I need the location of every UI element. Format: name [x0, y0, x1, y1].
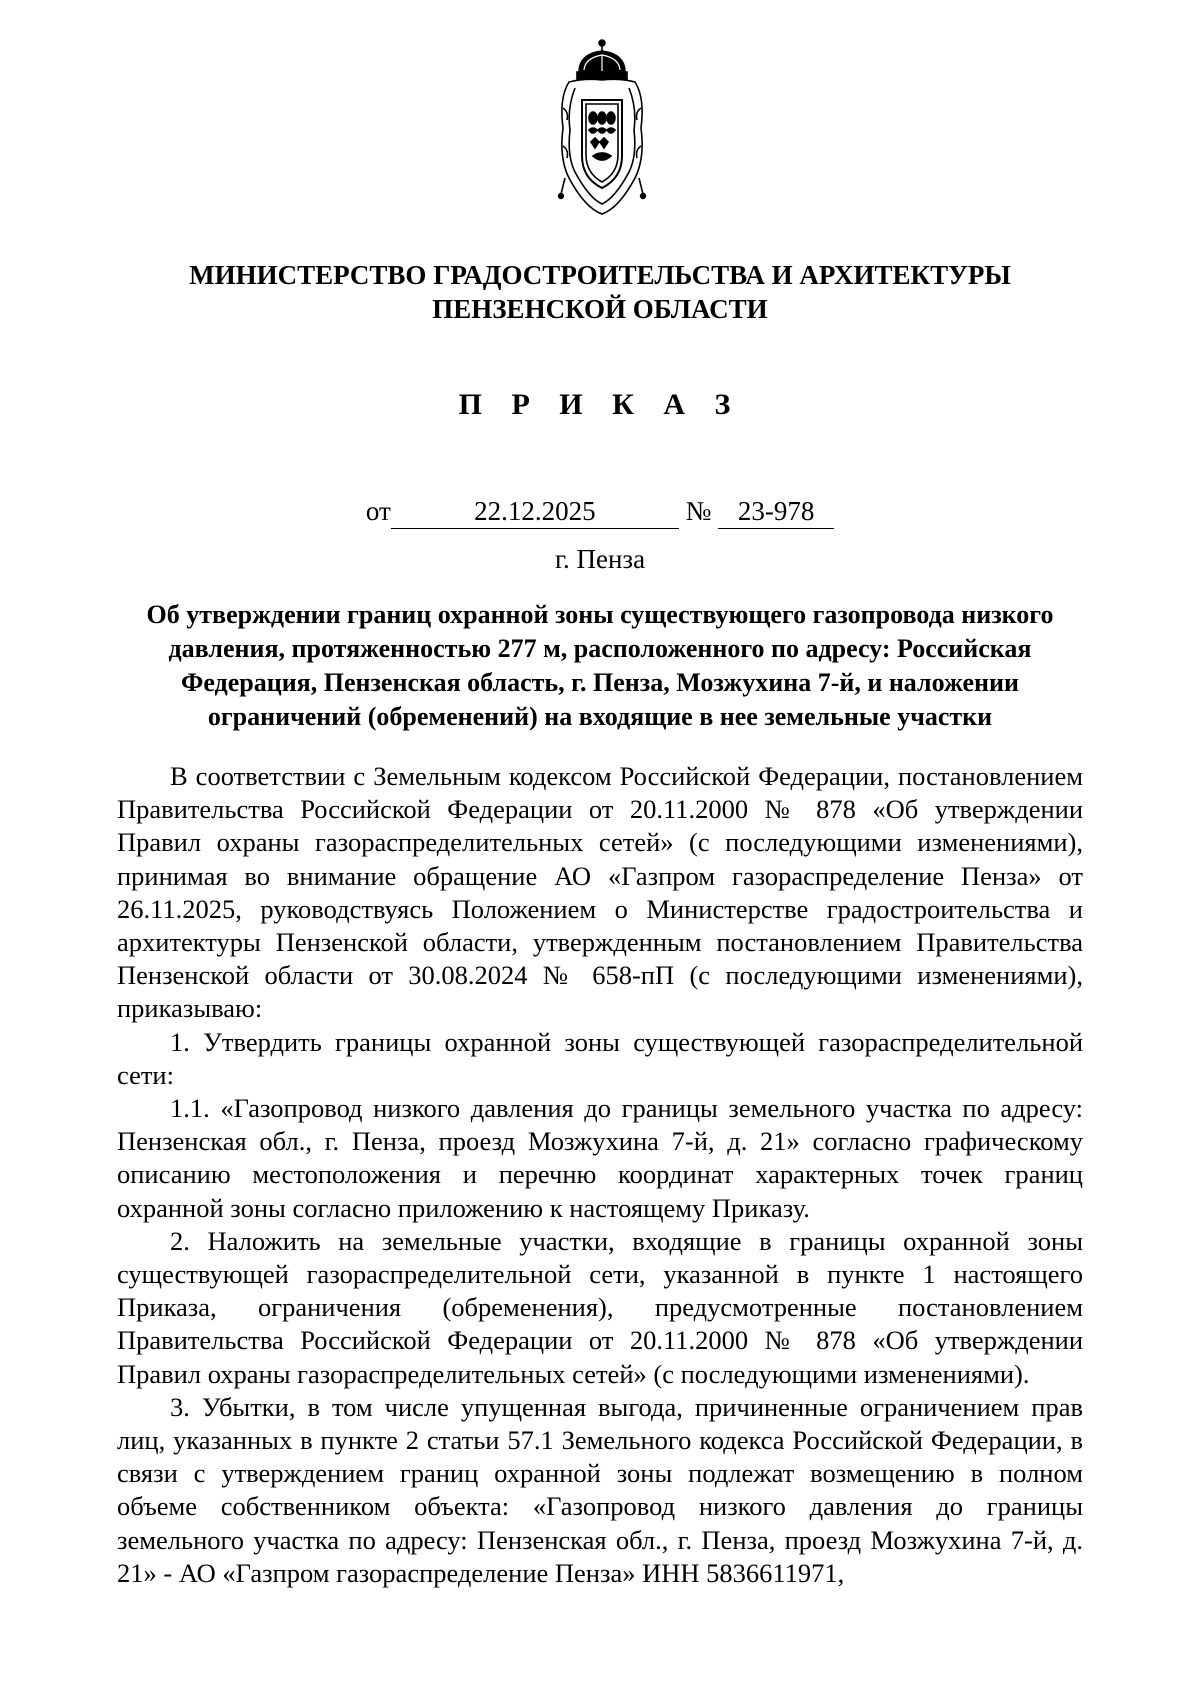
ministry-line-1: МИНИСТЕРСТВО ГРАДОСТРОИТЕЛЬСТВА И АРХИТЕКТУРЫ [189, 260, 1011, 290]
order-date: 22.12.2025 [391, 494, 679, 529]
penza-region-coat-of-arms-icon [555, 38, 649, 216]
order-subject [125, 598, 1075, 734]
order-body [117, 760, 1083, 1590]
order-number: 23-978 [718, 494, 834, 529]
order-title: П Р И К А З [458, 388, 742, 421]
order-date-number-line [117, 494, 1083, 529]
subject-line-4: ограничений (обременений) на входящие в нее земельные участки [207, 702, 993, 731]
subject-line-1: Об утверждении границ охранной зоны существующего газопровода низкого [146, 600, 1054, 629]
ministry-header [117, 258, 1083, 326]
order-city: г. Пенза [554, 544, 646, 574]
subject-line-2: давления, протяженностью 277 м, расположенного по адресу: Российская [168, 634, 1032, 663]
body-paragraph-1: 1. Утвердить границы охранной зоны существующей газораспределительной сети: [117, 1026, 1083, 1090]
body-paragraph-2: 2. Наложить на земельные участки, входящие в границы охранной зоны существующей газораспределительной сети, указанной в пункте 1 настоящего Приказа, ограничения (обременения), предусмотренные постановлением Правительства Российской Федерации от 20.11.2000 № 878 «Об утверждении Правил охраны газораспределительных сетей» (с последующими изменениями). [117, 1225, 1083, 1389]
body-paragraph-3: 3. Убытки, в том числе упущенная выгода, причиненные ограничением прав лиц, указанных в пункте 2 статьи 57.1 Земельного кодекса Российской Федерации, в связи с утверждением границ охранной зоны подлежат возмещению в полном объеме собственником объекта: «Газопровод низкого давления до границы земельного участка по адресу: Пензенская обл., г. Пенза, проезд Мозжухина 7-й, д. 21» - АО «Газпром газораспределение Пенза» ИНН 5836611971, [117, 1391, 1083, 1588]
ministry-line-2: ПЕНЗЕНСКОЙ ОБЛАСТИ [432, 294, 768, 324]
body-intro-paragraph: В соответствии с Земельным кодексом Российской Федерации, постановлением Правительства Российской Федерации от 20.11.2000 № 878 «Об утверждении Правил охраны газораспределительных сетей» (с последующими изменениями), принимая во внимание обращение АО «Газпром газораспределение Пенза» от 26.11.2025, руководствуясь Положением о Министерстве градостроительства и архитектуры Пензенской области, утвержденным постановлением Правительства Пензенской области от 30.08.2024 № 658-пП (с последующими изменениями), приказываю: [117, 761, 1083, 1024]
body-paragraph-1-1: 1.1. «Газопровод низкого давления до границы земельного участка по адресу: Пензенская обл., г. Пенза, проезд Мозжухина 7-й, д. 21» согласно графическому описанию местоположения и перечню координат характерных точек границ охранной зоны согласно приложению к настоящему Приказу. [117, 1093, 1083, 1223]
date-prefix: от [365, 496, 391, 526]
subject-line-3: Федерация, Пензенская область, г. Пенза, Мозжухина 7-й, и наложении [181, 668, 1019, 697]
number-sign: № [685, 496, 712, 526]
